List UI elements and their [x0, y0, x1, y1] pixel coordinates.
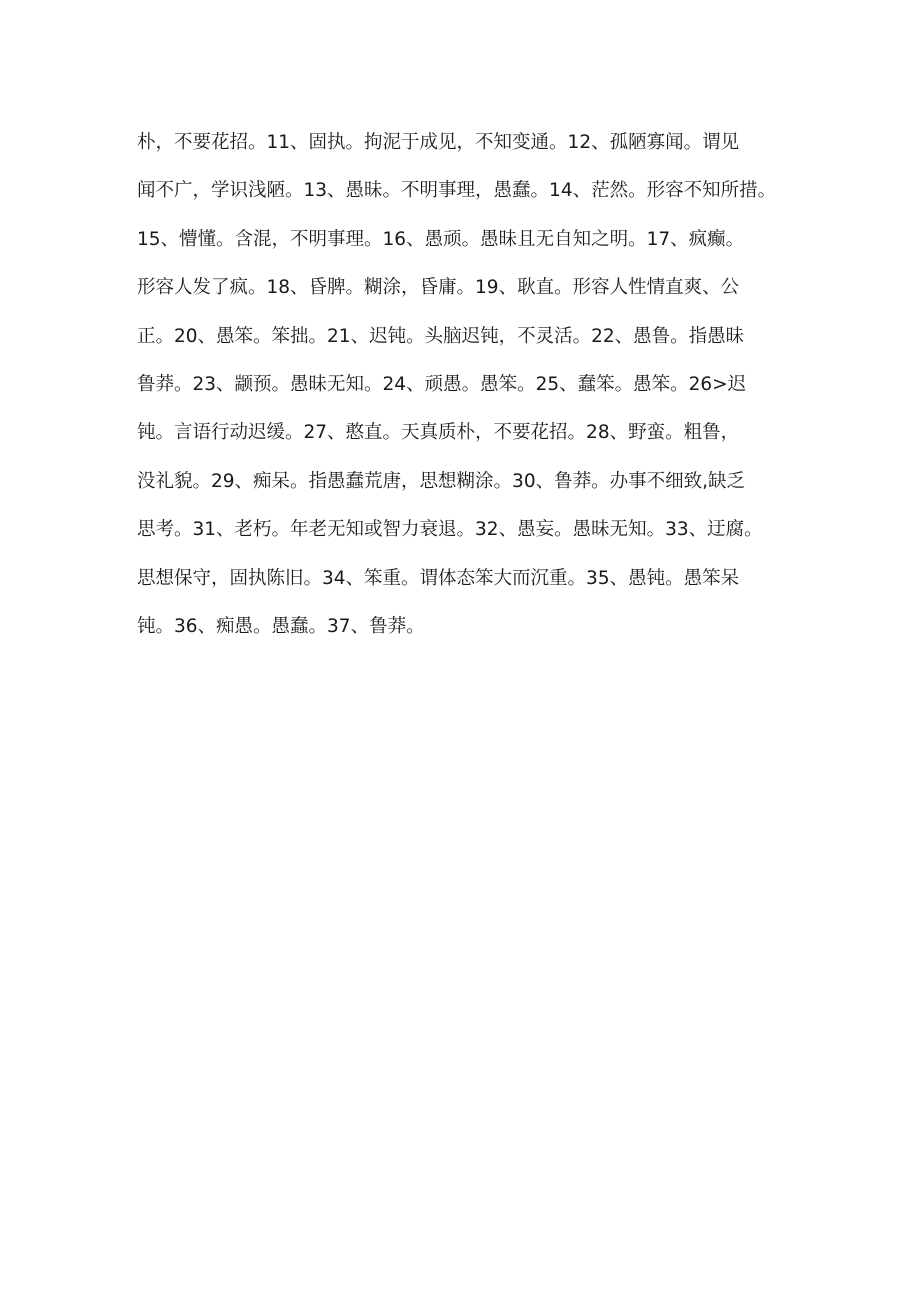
text-line: 朴，不要花招。11、固执。拘泥于成见，不知变通。12、孤陋寡闻。谓见 — [137, 132, 740, 153]
body-text — [137, 123, 797, 655]
text-line: 形容人发了疯。18、昏脾。糊涂，昏庸。19、耿直。形容人性情直爽、公 — [137, 277, 740, 299]
text-line: 没礼貌。29、痴呆。指愚蠢荒唐，思想糊涂。30、鲁莽。办事不细致,缺乏 — [137, 470, 745, 492]
text-line: 钝。言语行动迟缓。27、憨直。天真质朴，不要花招。28、野蛮。粗鲁， — [137, 422, 740, 444]
text-line: 思考。31、老朽。年老无知或智力衰退。32、愚妄。愚昧无知。33、迂腐。 — [137, 519, 763, 541]
text-line: 闻不广，学识浅陋。13、愚昧。不明事理，愚蠢。14、茫然。形容不知所措。 — [137, 180, 777, 202]
text-line: 思想保守，固执陈旧。34、笨重。谓体态笨大而沉重。35、愚钝。愚笨呆 — [137, 567, 740, 589]
text-line: 15、懵懂。含混，不明事理。16、愚顽。愚昧且无自知之明。17、疯癫。 — [137, 228, 745, 250]
text-line: 正。20、愚笨。笨拙。21、迟钝。头脑迟钝，不灵活。22、愚鲁。指愚昧 — [137, 325, 745, 347]
text-line: 钝。36、痴愚。愚蠢。37、鲁莽。 — [137, 615, 425, 637]
text-line: 鲁莽。23、颛预。愚昧无知。24、顽愚。愚笨。25、蠢笨。愚笨。26>迟 — [137, 373, 747, 395]
